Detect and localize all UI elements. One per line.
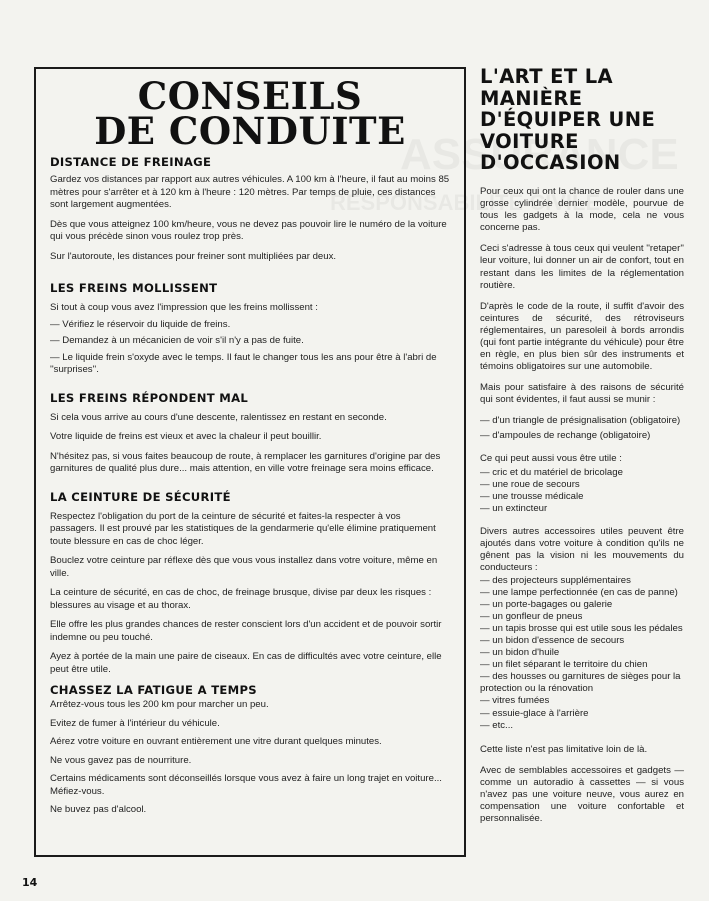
paragraph: Sur l'autoroute, les distances pour freiner sont multipliées par deux. [50,250,337,262]
list-item: — un tapis brosse qui est utile sous les pédales [480,622,683,634]
section-heading: LA CEINTURE DE SÉCURITÉ [50,489,231,504]
list-item: — un bidon d'huile [480,647,560,659]
list-item: — des projecteurs supplémentaires [480,574,631,586]
list-item: — des housses ou garnitures de sièges pour la protection ou la rénovation [480,671,681,695]
paragraph: Mais pour satisfaire à des raisons de sécurité qui sont évidentes, il faut aussi se munir : [480,382,684,406]
paragraph: Respectez l'obligation du port de la ceinture de sécurité et faites-la respecter à vos passagers. Il est prouvé par les statistiques de la gendarmerie qu'elle élimine pratiquement toute blessure en cas de choc léger. [50,510,436,547]
list-item: — un extincteur [480,503,548,515]
list-item: — Demandez à un mécanicien de voir s'il n'y a pas de fuite. [50,335,304,346]
paragraph: D'après le code de la route, il suffit d'avoir des ceintures de sécurité, des rétroviseurs réglementaires, un paresoleil à bords arrondis (qui font partie intégrante du véhicule) pour être en règle, en plus bien sûr des instruments et témoins obligatoires sur une automobile. [480,300,684,373]
list-item: — d'un triangle de présignalisation (obligatoire) [480,415,681,427]
title-line: D'ÉQUIPER UNE [480,108,656,132]
paragraph: Evitez de fumer à l'intérieur du véhicule. [50,717,220,729]
list-item: — cric et du matériel de bricolage [480,466,623,478]
paragraph: La ceinture de sécurité, en cas de choc, de freinage brusque, divise par deux les risques : blessures au visage et au thorax. [50,587,432,611]
list-item: — un gonfleur de pneus [480,610,583,622]
list-item: — une lampe perfectionnée (en cas de panne) [480,586,678,598]
paragraph: Aérez votre voiture en ouvrant entièrement une vitre durant quelques minutes. [50,736,382,747]
accessories-list [480,575,684,732]
title-line: CONSEILS [137,74,363,118]
paragraph: Dès que vous atteignez 100 km/heure, vous ne devez pas pouvoir lire le numéro de la voiture qui vous précède sinon vous roulez trop près. [50,218,447,242]
title-line: L'ART ET LA [480,65,614,88]
article-title [480,66,684,174]
paragraph: Pour ceux qui ont la chance de rouler dans une grosse cylindrée dernier modèle, pourvue de tous les gadgets à la mode, cela ne vous concerne pas. [480,185,684,234]
list-item: — Vérifiez le réservoir du liquide de freins. [50,318,231,330]
section-heading: LES FREINS MOLLISSENT [50,281,218,295]
paragraph: Bouclez votre ceinture par réflexe dès que vous vous installez dans votre voiture, même en ville. [50,555,438,579]
page-number: 14 [22,876,38,889]
list-item: — etc... [480,719,514,731]
list-item: — une roue de secours [480,478,580,490]
paragraph: Elle offre les plus grandes chances de rester conscient lors d'un accident et de pouvoir sortir indemne ou peu touché. [50,619,442,643]
paragraph: Ne buvez pas d'alcool. [50,804,147,815]
paragraph: Gardez vos distances par rapport aux autres véhicules. A 100 km à l'heure, il faut au moins 85 mètres pour s'arrêter et à 120 km à l'heure : 120 mètres. Par temps de pluie, ces distances sont largement augmentées. [50,174,450,210]
paragraph: Cette liste n'est pas limitative loin de là. [480,743,648,755]
mandatory-list [480,415,684,441]
list-item: — un filet séparant le territoire du chien [480,659,648,671]
title-line: D'OCCASION [480,151,621,175]
paragraph: Si tout à coup vous avez l'impression que les freins mollissent : [50,302,318,313]
list-item: — un porte-bagages ou galerie [480,598,613,610]
section-heading: DISTANCE DE FREINAGE [50,155,212,169]
paragraph: Ce qui peut aussi vous être utile : [480,452,622,464]
article-title [50,74,450,153]
list-item: — Le liquide frein s'oxyde avec le temps. Il faut le changer tous les ans pour être à l'abri de ''surprises''. [50,351,437,375]
conseils-article [34,67,466,857]
title-line: VOITURE [480,129,579,153]
title-line: DE CONDUITE [94,109,406,153]
list-item: — vitres fumées [480,695,550,707]
list-item: — essuie-glace à l'arrière [480,707,589,719]
paragraph: Ayez à portée de la main une paire de ciseaux. En cas de difficultés avec votre ceinture, elle peut être utile. [50,651,442,675]
paragraph: N'hésitez pas, si vous faites beaucoup de route, à remplacer les garnitures d'origine par des garnitures de qualité plus dure... mais attention, en ville votre freinage sera moins efficace. [50,450,441,474]
paragraph: Votre liquide de freins est vieux et avec la chaleur il peut bouillir. [50,431,322,442]
title-line: MANIÈRE [480,86,583,110]
useful-list [480,467,684,515]
list-item: — d'ampoules de rechange (obligatoire) [480,429,651,441]
paragraph: Arrêtez-vous tous les 200 km pour marcher un peu. [50,699,269,710]
list-item: — une trousse médicale [480,490,584,502]
section-heading: CHASSEZ LA FATIGUE A TEMPS [50,683,257,697]
paragraph: Si cela vous arrive au cours d'une descente, ralentissez en restant en seconde. [50,411,387,423]
paragraph: Ceci s'adresse à tous ceux qui veulent ''retaper'' leur voiture, lui donner un air de confort, tout en restant dans les limites de la réglementation routière. [480,243,684,291]
paragraph: Divers autres accessoires utiles peuvent être ajoutés dans votre voiture à condition qu'ils ne gênent pas la vision ni les mouvements du conducteurs : [480,526,684,574]
section-heading: LES FREINS RÉPONDENT MAL [50,390,249,405]
list-item: — un bidon d'essence de secours [480,634,625,646]
paragraph: Avec de semblables accessoires et gadgets — comme un autoradio à cassettes — si vous n'avez pas une voiture neuve, vous aurez en compensation une voiture confortable et personnalisée. [480,764,684,825]
paragraph: Certains médicaments sont déconseillés lorsque vous avez à faire un long trajet en voiture... Méfiez-vous. [50,773,442,797]
equipement-article [480,66,684,825]
paragraph: Ne vous gavez pas de nourriture. [50,754,192,766]
